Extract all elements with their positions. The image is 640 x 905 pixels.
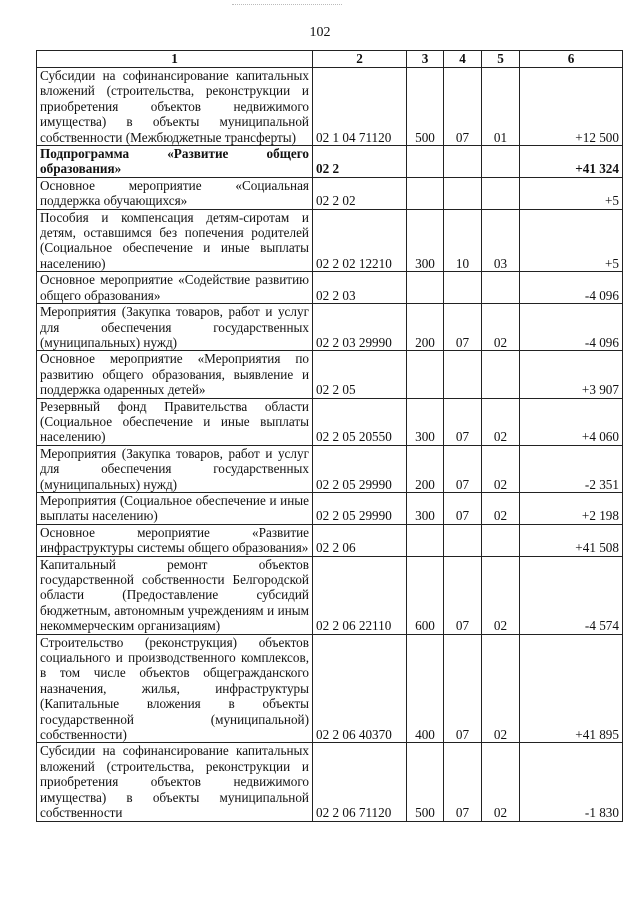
row-col5-cell: 03 — [482, 209, 520, 272]
row-col5-cell: 02 — [482, 304, 520, 351]
row-col3-cell: 300 — [407, 209, 444, 272]
row-amount-cell: +5 — [520, 209, 623, 272]
row-col3-cell — [407, 146, 444, 178]
table-row — [37, 556, 623, 634]
column-header-2: 2 — [313, 51, 407, 68]
row-col4-cell — [444, 351, 482, 398]
row-amount-cell: -2 351 — [520, 445, 623, 492]
row-code-cell: 02 2 05 29990 — [313, 492, 407, 524]
row-code-cell: 02 2 03 — [313, 272, 407, 304]
row-col3-cell — [407, 177, 444, 209]
table-body — [37, 68, 623, 822]
row-name-cell: Субсидии на софинансирование капитальных вложений (строительства, реконструкции и приобретения объектов недвижимого имущества) в объекты муниципальной собственности — [37, 743, 313, 821]
row-col5-cell: 02 — [482, 743, 520, 821]
column-header-1: 1 — [37, 51, 313, 68]
table-row — [37, 304, 623, 351]
row-col5-cell: 02 — [482, 556, 520, 634]
table-row — [37, 743, 623, 821]
table-row — [37, 177, 623, 209]
row-name-cell: Основное мероприятие «Содействие развитию общего образования» — [37, 272, 313, 304]
row-col3-cell: 400 — [407, 634, 444, 743]
row-code-cell: 02 2 06 22110 — [313, 556, 407, 634]
row-name-cell: Основное мероприятие «Мероприятия по развитию общего образования, выявление и поддержка одаренных детей» — [37, 351, 313, 398]
row-amount-cell: +12 500 — [520, 68, 623, 146]
row-col5-cell — [482, 146, 520, 178]
row-amount-cell: +41 508 — [520, 524, 623, 556]
table-header-row — [37, 51, 623, 68]
row-col5-cell: 02 — [482, 634, 520, 743]
row-code-cell: 02 2 05 — [313, 351, 407, 398]
row-col3-cell — [407, 351, 444, 398]
row-amount-cell: +41 324 — [520, 146, 623, 178]
table-row — [37, 445, 623, 492]
row-col4-cell: 07 — [444, 398, 482, 445]
page-number: 102 — [309, 25, 331, 40]
row-name-cell: Основное мероприятие «Социальная поддержка обучающихся» — [37, 177, 313, 209]
row-col4-cell: 07 — [444, 304, 482, 351]
row-col4-cell: 07 — [444, 743, 482, 821]
row-col5-cell: 01 — [482, 68, 520, 146]
row-col4-cell: 07 — [444, 556, 482, 634]
row-col4-cell — [444, 524, 482, 556]
table-row — [37, 398, 623, 445]
row-col3-cell — [407, 524, 444, 556]
row-col3-cell: 200 — [407, 445, 444, 492]
table-row — [37, 209, 623, 272]
table-row — [37, 524, 623, 556]
row-col4-cell: 07 — [444, 68, 482, 146]
row-amount-cell: +3 907 — [520, 351, 623, 398]
row-name-cell: Строительство (реконструкция) объектов социального и производственного комплексов, в том числе объектов общегражданского назначения, жилья, инфраструктуры (Капитальные вложения в объекты государственной (муниципальной) собственности) — [37, 634, 313, 743]
row-amount-cell: -1 830 — [520, 743, 623, 821]
row-code-cell: 02 2 05 20550 — [313, 398, 407, 445]
row-amount-cell: +4 060 — [520, 398, 623, 445]
row-col4-cell — [444, 272, 482, 304]
row-name-cell: Основное мероприятие «Развитие инфраструктуры системы общего образования» — [37, 524, 313, 556]
row-code-cell: 02 2 02 12210 — [313, 209, 407, 272]
column-header-6: 6 — [520, 51, 623, 68]
row-col5-cell: 02 — [482, 492, 520, 524]
column-header-4: 4 — [444, 51, 482, 68]
row-amount-cell: -4 096 — [520, 272, 623, 304]
row-col3-cell — [407, 272, 444, 304]
row-col3-cell: 300 — [407, 398, 444, 445]
table-row — [37, 272, 623, 304]
row-amount-cell: -4 096 — [520, 304, 623, 351]
row-code-cell: 02 2 06 — [313, 524, 407, 556]
table-row — [37, 68, 623, 146]
row-code-cell: 02 2 03 29990 — [313, 304, 407, 351]
row-col4-cell — [444, 146, 482, 178]
row-amount-cell: -4 574 — [520, 556, 623, 634]
row-code-cell: 02 2 — [313, 146, 407, 178]
row-col3-cell: 300 — [407, 492, 444, 524]
table-row — [37, 634, 623, 743]
row-col4-cell — [444, 177, 482, 209]
row-name-cell: Мероприятия (Социальное обеспечение и иные выплаты населению) — [37, 492, 313, 524]
row-col3-cell: 600 — [407, 556, 444, 634]
row-col4-cell: 07 — [444, 445, 482, 492]
row-code-cell: 02 2 06 40370 — [313, 634, 407, 743]
budget-table — [36, 50, 623, 822]
row-name-cell: Резервный фонд Правительства области (Социальное обеспечение и иные выплаты населению) — [37, 398, 313, 445]
row-name-cell: Субсидии на софинансирование капитальных вложений (строительства, реконструкции и приобретения объектов недвижимого имущества) в объекты муниципальной собственности (Межбюджетные трансферты) — [37, 68, 313, 146]
row-code-cell: 02 2 02 — [313, 177, 407, 209]
row-col3-cell: 500 — [407, 68, 444, 146]
row-name-cell: Пособия и компенсация детям-сиротам и детям, оставшимся без попечения родителей (Социальное обеспечение и иные выплаты населению) — [37, 209, 313, 272]
row-code-cell: 02 2 06 71120 — [313, 743, 407, 821]
row-name-cell: Мероприятия (Закупка товаров, работ и услуг для обеспечения государственных (муниципальных) нужд) — [37, 445, 313, 492]
row-name-cell: Капитальный ремонт объектов государственной собственности Белгородской области (Предоставление субсидий бюджетным, автономным учреждениям и иным некоммерческим организациям) — [37, 556, 313, 634]
row-code-cell: 02 1 04 71120 — [313, 68, 407, 146]
row-name-cell: Подпрограмма «Развитие общего образования» — [37, 146, 313, 178]
column-header-3: 3 — [407, 51, 444, 68]
row-col5-cell: 02 — [482, 398, 520, 445]
row-name-cell: Мероприятия (Закупка товаров, работ и услуг для обеспечения государственных (муниципальных) нужд) — [37, 304, 313, 351]
row-amount-cell: +2 198 — [520, 492, 623, 524]
table-row — [37, 492, 623, 524]
row-amount-cell: +41 895 — [520, 634, 623, 743]
row-amount-cell: +5 — [520, 177, 623, 209]
row-col5-cell — [482, 351, 520, 398]
table-row — [37, 146, 623, 178]
row-col4-cell: 07 — [444, 634, 482, 743]
row-code-cell: 02 2 05 29990 — [313, 445, 407, 492]
table-row — [37, 351, 623, 398]
row-col4-cell: 10 — [444, 209, 482, 272]
row-col5-cell — [482, 177, 520, 209]
row-col3-cell: 200 — [407, 304, 444, 351]
row-col3-cell: 500 — [407, 743, 444, 821]
scan-artifact — [232, 4, 342, 7]
column-header-5: 5 — [482, 51, 520, 68]
row-col5-cell — [482, 272, 520, 304]
row-col4-cell: 07 — [444, 492, 482, 524]
row-col5-cell — [482, 524, 520, 556]
row-col5-cell: 02 — [482, 445, 520, 492]
